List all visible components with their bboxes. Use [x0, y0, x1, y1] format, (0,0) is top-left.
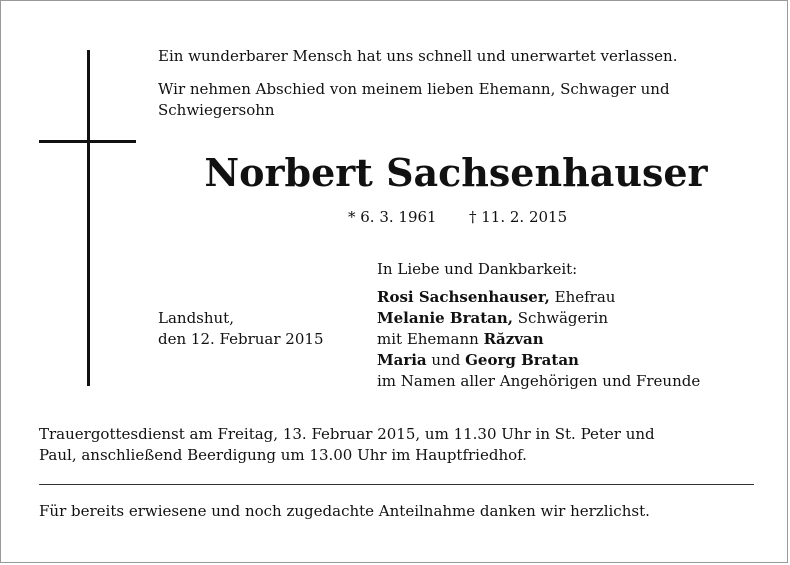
mourner-name: Melanie Bratan,	[377, 309, 514, 327]
thanks-line: Für bereits erwiesene und noch zugedachte Anteilnahme danken wir herzlichst.	[39, 502, 650, 520]
mourner-name: Georg Bratan	[465, 351, 579, 369]
death-date: † 11. 2. 2015	[469, 208, 568, 226]
mourner-line	[377, 350, 700, 371]
divider	[39, 484, 754, 485]
gratitude-line: In Liebe und Dankbarkeit:	[377, 260, 578, 278]
cross-icon-vertical	[87, 50, 90, 386]
mourner-line: im Namen aller Angehörigen und Freunde	[377, 372, 701, 390]
cross-icon-horizontal	[39, 140, 136, 143]
mourner-connector: und	[426, 351, 466, 369]
place: Landshut,	[158, 309, 234, 327]
mourner-line	[377, 329, 700, 350]
intro-line: Ein wunderbarer Mensch hat uns schnell und unerwartet verlassen.	[158, 47, 678, 65]
mourners-list	[377, 287, 700, 392]
notice-date: den 12. Februar 2015	[158, 330, 324, 348]
mourner-line	[377, 308, 700, 329]
farewell-line-1: Wir nehmen Abschied von meinem lieben Ehemann, Schwager und	[158, 80, 670, 98]
mourner-name: Răzvan	[483, 330, 544, 348]
mourner-relation: Ehefrau	[549, 288, 616, 306]
mourner-line	[377, 287, 700, 308]
farewell-line-2: Schwiegersohn	[158, 101, 275, 119]
service-info	[39, 424, 759, 466]
mourner-name: Maria	[377, 351, 427, 369]
birth-date: * 6. 3. 1961	[348, 208, 437, 226]
service-line-2: Paul, anschließend Beerdigung um 13.00 Uhr im Hauptfriedhof.	[39, 446, 527, 464]
mourner-relation: Schwägerin	[513, 309, 609, 327]
service-line-1: Trauergottesdienst am Freitag, 13. Februar 2015, um 11.30 Uhr in St. Peter und	[39, 425, 655, 443]
mourner-relation: mit Ehemann	[377, 330, 484, 348]
mourner-name: Rosi Sachsenhauser,	[377, 288, 550, 306]
farewell-text	[158, 79, 670, 121]
deceased-name: Norbert Sachsenhauser	[204, 150, 708, 195]
